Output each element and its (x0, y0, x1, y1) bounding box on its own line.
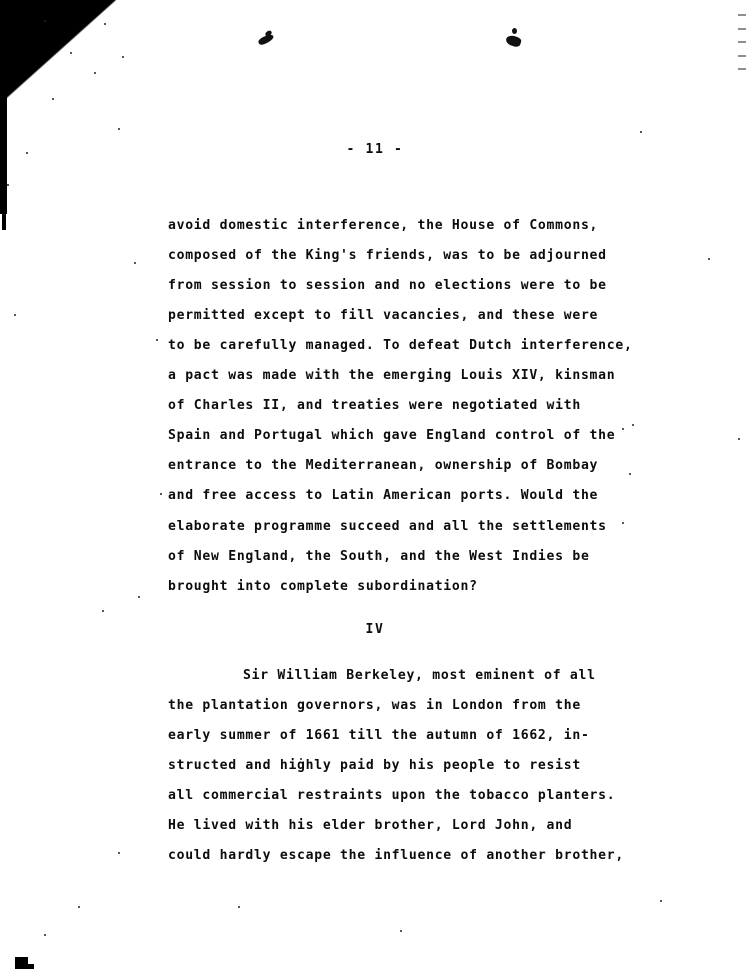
text-line: could hardly escape the influence of another brother, (168, 848, 624, 864)
text-line: brought into complete subordination? (168, 578, 478, 594)
text-line: permitted except to fill vacancies, and these were (168, 308, 599, 324)
text-line: elaborate programme succeed and all the settlements (168, 518, 607, 534)
text-line: the plantation governors, was in London from the (168, 698, 581, 714)
text-line: all commercial restraints upon the tobacco planters. (168, 788, 616, 804)
text-line: Spain and Portugal which gave England control of the (168, 428, 616, 444)
text-line: Sir William Berkeley, most eminent of all (243, 668, 596, 683)
text-line: composed of the King's friends, was to be adjourned (168, 248, 607, 264)
text-line: avoid domestic interference, the House of Commons, (168, 218, 599, 233)
page-number: - 11 - (346, 142, 404, 157)
text-line: of New England, the South, and the West Indies be (168, 548, 590, 564)
text-line: from session to session and no elections were to be (168, 278, 607, 294)
text-line: structed and highly paid by his people to resist (168, 758, 581, 774)
text-line: early summer of 1661 till the autumn of 1662, in- (168, 728, 590, 744)
text-line: entrance to the Mediterranean, ownership of Bombay (168, 458, 599, 474)
text-line: a pact was made with the emerging Louis XIV, kinsman (168, 368, 616, 384)
text-line: and free access to Latin American ports. Would the (168, 488, 599, 504)
text-line: He lived with his elder brother, Lord John, and (168, 818, 573, 834)
text-line: to be carefully managed. To defeat Dutch interference, (168, 338, 633, 354)
text-line: of Charles II, and treaties were negotiated with (168, 398, 581, 414)
section-heading: IV (365, 622, 385, 637)
